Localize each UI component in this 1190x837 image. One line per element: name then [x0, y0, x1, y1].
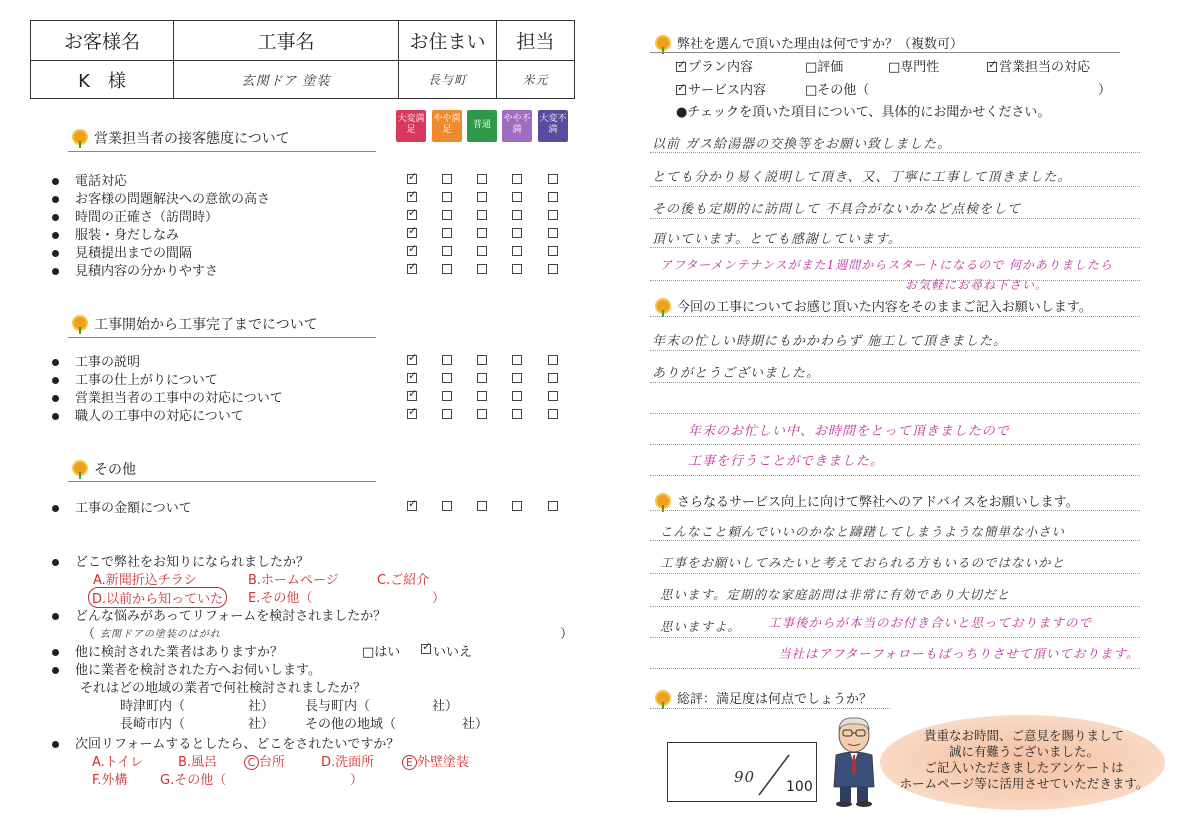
rating-very-satisfied: 大変満足 — [396, 110, 426, 142]
impression-reply-line1: 年末のお忙しい中、お時間をとって頂きましたので — [688, 424, 1010, 439]
rating-checkbox — [548, 174, 558, 184]
q3-question: 他に検討された業者はありますか？ — [52, 641, 283, 660]
q2-question: どんな悩みがあってリフォームを検討されましたか？ — [52, 605, 386, 624]
reason-detail-prompt: ●チェックを頂いた項目について、具体的にお聞かせください。 — [676, 105, 1051, 120]
flower-icon — [72, 462, 88, 478]
advice-answer-line4: 思いますよ。 — [660, 619, 742, 634]
header-customer-label: お客様名 — [31, 21, 174, 61]
rating-very-dissatisfied: 大変不満 — [538, 110, 568, 142]
flower-icon — [655, 495, 671, 511]
rating-checkbox — [548, 391, 558, 401]
advice-title: さらなるサービス向上に向けて弊社へのアドバイスをお願いします。 — [655, 491, 1079, 511]
q3-yes: □はい — [362, 645, 401, 660]
s2-item-finish: 工事の仕上がりについて — [52, 369, 218, 388]
rating-checkbox-checked — [407, 210, 417, 220]
residence: 長与町 — [399, 61, 497, 99]
reason-expertise: □専門性 — [888, 60, 940, 75]
score-box — [667, 742, 817, 802]
rating-checkbox — [477, 373, 487, 383]
customer-header-table — [30, 20, 575, 99]
rating-checkbox — [477, 246, 487, 256]
rating-checkbox — [548, 373, 558, 383]
q4-unit-1: 社） — [248, 699, 275, 714]
s1-item-estimate-interval: 見積提出までの間隔 — [52, 242, 192, 261]
flower-icon — [655, 300, 671, 316]
staff-name: 米元 — [497, 61, 575, 99]
flower-icon — [655, 692, 671, 708]
rating-checkbox — [477, 409, 487, 419]
rating-checkbox — [477, 264, 487, 274]
rating-checkbox-checked — [407, 501, 417, 511]
rating-checkbox-checked — [407, 192, 417, 202]
reason-other-close: ） — [1098, 83, 1112, 98]
q3-no: いいえ — [433, 645, 473, 660]
rating-checkbox — [512, 409, 522, 419]
s3-item-price: 工事の金額について — [52, 497, 192, 516]
q4-question: 他に業者を検討された方へお伺いします。 — [52, 659, 321, 678]
rating-checkbox-checked — [407, 373, 417, 383]
score-max: 100 — [786, 779, 813, 795]
rating-checkbox — [548, 501, 558, 511]
impression-reply-line2: 工事を行うことができました。 — [688, 454, 885, 469]
header-work-label: 工事名 — [174, 21, 399, 61]
reason-answer-line1: 以前 ガス給湯器の交換等をお願い致しました。 — [652, 137, 952, 152]
rating-checkbox — [442, 501, 452, 511]
reason-title: 弊社を選んで頂いた理由は何ですか？（複数可） — [655, 33, 963, 53]
rating-checkbox — [442, 246, 452, 256]
section1-title: 営業担当者の接客態度について — [72, 128, 290, 148]
advice-answer-line3: 思います。定期的な家庭訪問は非常に有効であり大切だと — [660, 587, 1011, 602]
rating-checkbox-checked — [407, 355, 417, 365]
rating-somewhat-satisfied: やや満足 — [432, 110, 462, 142]
score-value: 90 — [734, 768, 756, 786]
advice-reply-line2: 当社はアフターフォローもばっちりさせて頂いております。 — [778, 646, 1140, 661]
section3-title: その他 — [72, 459, 136, 479]
rating-checkbox — [442, 228, 452, 238]
score-title: 総評：満足度は何点でしょうか？ — [655, 688, 872, 708]
q4-unit-4: 社） — [462, 717, 489, 732]
rating-checkbox — [442, 174, 452, 184]
rating-checkbox — [548, 409, 558, 419]
impression-answer-line1: 年末の忙しい時期にもかかわらず 施工して頂きました。 — [652, 334, 1008, 349]
q1-opt-d-circled: D.以前から知っていた — [88, 587, 227, 608]
rating-checkbox — [477, 210, 487, 220]
rating-checkbox — [512, 355, 522, 365]
impression-answer-line2: ありがとうございました。 — [652, 366, 821, 381]
rating-checkbox — [548, 246, 558, 256]
rating-checkbox — [477, 391, 487, 401]
q1-opt-e: E.その他（ — [248, 591, 313, 606]
rating-checkbox — [512, 264, 522, 274]
rating-checkbox — [512, 210, 522, 220]
reason-answer-line3: その後も定期的に訪問して 不具合がないかなど点検をして — [652, 202, 1022, 217]
flower-icon — [72, 317, 88, 333]
s2-item-explanation: 工事の説明 — [52, 351, 140, 370]
header-residence-label: お住まい — [399, 21, 497, 61]
q4-area-togitsu: 時津町内（ — [120, 699, 186, 714]
rating-checkbox — [512, 192, 522, 202]
q2-close: ） — [560, 627, 574, 642]
q2-open: （ — [82, 627, 96, 642]
s1-item-punctuality: 時間の正確さ（訪問時） — [52, 206, 218, 225]
reason-answer-line4: 頂いています。とても感謝しています。 — [652, 232, 902, 247]
rating-checkbox — [512, 246, 522, 256]
customer-name: K 様 — [31, 61, 174, 99]
rating-checkbox — [442, 210, 452, 220]
rating-checkbox — [442, 264, 452, 274]
q5-kitchen-circled: C 台所 — [244, 751, 285, 770]
s1-item-phone: 電話対応 — [52, 170, 127, 189]
q4-unit-2: 社） — [432, 699, 459, 714]
s2-item-staff-response: 営業担当者の工事中の対応について — [52, 387, 283, 406]
rating-checkbox — [442, 391, 452, 401]
q5-washroom: D.洗面所 — [321, 755, 375, 770]
s2-item-craftsman-response: 職人の工事中の対応について — [52, 405, 244, 424]
q2-answer: 玄関ドアの塗装のはがれ — [100, 629, 221, 640]
rating-checkbox — [442, 192, 452, 202]
s1-item-problem-solving: お客様の問題解決への意欲の高さ — [52, 188, 270, 207]
s1-item-estimate-clarity: 見積内容の分かりやすさ — [52, 260, 218, 279]
rating-checkbox — [442, 373, 452, 383]
flower-icon — [72, 131, 88, 147]
reason-answer-line2: とても分かり易く説明して頂き、又、丁寧に工事して頂きました。 — [652, 170, 1072, 185]
advice-answer-line2: 工事をお願いしてみたいと考えておられる方もいるのではないかと — [660, 555, 1066, 570]
q5-bath: B.風呂 — [178, 755, 218, 770]
section2-title: 工事開始から工事完了までについて — [72, 314, 318, 334]
q4-sub: それはどの地域の業者で何社検討されましたか？ — [80, 681, 367, 696]
q1-opt-a: A.新聞折込チラシ — [93, 573, 197, 588]
rating-checkbox — [512, 228, 522, 238]
rating-checkbox — [442, 409, 452, 419]
q5-toilet: A.トイレ — [92, 755, 144, 770]
rating-checkbox — [548, 210, 558, 220]
impression-title: 今回の工事についてお感じ頂いた内容をそのままご記入お願いします。 — [655, 296, 1092, 316]
q1-opt-c: C.ご紹介 — [377, 573, 430, 588]
q5-question: 次回リフォームするとしたら、どこをされたいですか？ — [52, 733, 399, 752]
reason-other: □その他（ — [805, 83, 870, 98]
q5-other: G.その他（ — [160, 773, 227, 788]
rating-checkbox — [548, 192, 558, 202]
rating-checkbox — [512, 391, 522, 401]
rating-checkbox-checked — [407, 246, 417, 256]
q4-area-nagasaki: 長崎市内（ — [120, 717, 186, 732]
q5-exterior: F.外構 — [92, 773, 128, 788]
rating-checkbox — [512, 501, 522, 511]
reason-service: ✓サービス内容 — [676, 79, 766, 98]
rating-checkbox-checked — [407, 391, 417, 401]
rating-neutral: 普通 — [467, 110, 497, 142]
q5-exterior-paint-circled: E 外壁塗装 — [402, 751, 469, 770]
rating-checkbox-checked — [407, 264, 417, 274]
q4-area-other: その他の地域（ — [305, 717, 397, 732]
rating-checkbox — [512, 373, 522, 383]
rating-checkbox — [512, 174, 522, 184]
rating-checkbox — [442, 355, 452, 365]
rating-checkbox — [477, 174, 487, 184]
rating-checkbox-checked — [407, 409, 417, 419]
q4-area-nagayo: 長与町内（ — [305, 699, 371, 714]
rating-checkbox — [548, 264, 558, 274]
reason-reputation: □評価 — [805, 60, 844, 75]
reason-plan: ✓プラン内容 — [676, 56, 753, 75]
q1-opt-e-close: ） — [432, 591, 446, 606]
q5-other-close: ） — [350, 773, 364, 788]
rating-checkbox-checked — [407, 228, 417, 238]
rating-somewhat-dissatisfied: やや不満 — [502, 110, 532, 142]
work-name: 玄関ドア 塗装 — [174, 61, 399, 99]
rating-checkbox — [477, 501, 487, 511]
rating-checkbox — [548, 355, 558, 365]
rating-checkbox — [548, 228, 558, 238]
thanks-message: 貴重なお時間、ご意見を賜りまして 誠に有難うございました。 ご記入いただきましたアンケートは ホームページ等に活用させていただきます。 — [899, 728, 1149, 791]
header-staff-label: 担当 — [497, 21, 575, 61]
reason-reply-line2: お気軽にお尋ね下さい。 — [905, 278, 1049, 292]
s1-item-appearance: 服装・身だしなみ — [52, 224, 179, 243]
reason-reply-line1: アフターメンテナンスがまた1週間からスタートになるので 何かありましたら — [660, 258, 1114, 272]
advice-answer-line1: こんなこと頼んでいいのかなと躊躇してしまうような簡単な小さい — [660, 524, 1066, 539]
flower-icon — [655, 37, 671, 53]
q3-no-checkbox — [421, 644, 431, 654]
q1-opt-b: B.ホームページ — [248, 573, 339, 588]
rating-checkbox — [477, 355, 487, 365]
q4-unit-3: 社） — [248, 717, 275, 732]
reason-staff: ✓ 営業担当の対応 — [987, 56, 1090, 75]
rating-checkbox — [477, 228, 487, 238]
q1-question: どこで弊社をお知りになられましたか？ — [52, 551, 309, 570]
rating-checkbox — [477, 192, 487, 202]
advice-reply-line1: 工事後からが本当のお付き合いと思っておりますので — [768, 615, 1093, 630]
rating-checkbox-checked — [407, 174, 417, 184]
mascot-staff-illustration — [826, 715, 882, 807]
